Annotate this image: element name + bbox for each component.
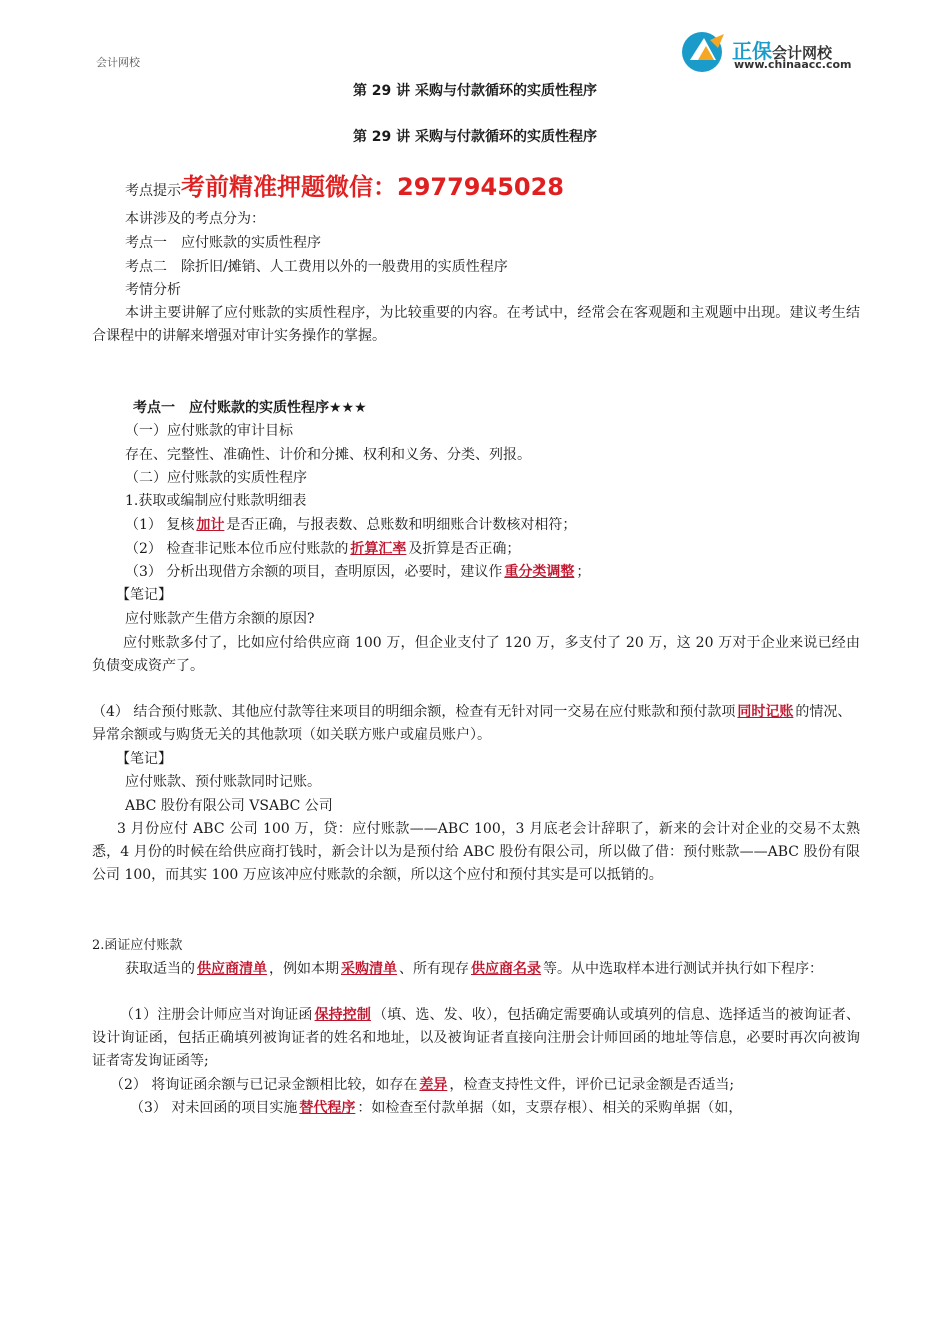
text: （3） 对未回函的项目实施 xyxy=(130,1100,298,1116)
text: 获取适当的 xyxy=(125,961,195,977)
text: ； xyxy=(576,564,591,580)
point-item-1: 考点一 应付账款的实质性程序 xyxy=(125,235,321,251)
text: （1） 复核 xyxy=(125,517,195,533)
text: 是否正确，与报表数、总账数和明细账合计数核对相符； xyxy=(226,517,577,533)
point-item-2: 考点二 除折旧/摊销、人工费用以外的一般费用的实质性程序 xyxy=(125,259,508,275)
note-label-1: 【笔记】 xyxy=(116,587,172,603)
note-2-line-2: ABC 股份有限公司 VSABC 公司 xyxy=(125,798,333,814)
goals-text: 存在、完整性、准确性、计价和分摊、权利和义务、分类、列报。 xyxy=(125,447,531,463)
keyword: 采购清单 xyxy=(341,961,397,977)
text: 的情况、异常余额或与购货无关的其他款项（如关联方账户或雇员账户）。 xyxy=(92,704,852,743)
sub-heading-2: （二）应付账款的实质性程序 xyxy=(125,470,307,486)
analysis-text: 本讲主要讲解了应付账款的实质性程序，为比较重要的内容。在考试中，经常会在客观题和主观题中出现。建议考生结合课程中的讲解来增强对审计实务操作的掌握。 xyxy=(92,305,860,344)
step-1-item-4 xyxy=(92,701,860,747)
step-1-item-2 xyxy=(125,538,520,561)
note-1-question: 应付账款产生借方余额的原因? xyxy=(125,611,315,627)
step-2-intro xyxy=(92,958,860,981)
text: ，检查支持性文件，评价已记录金额是否适当; xyxy=(449,1077,735,1093)
step-2-item-2 xyxy=(110,1074,734,1097)
text: （2） 将询证函余额与已记录金额相比较，如存在 xyxy=(110,1077,418,1093)
kaodian-label: 考点提示 xyxy=(125,183,181,199)
keyword: 保持控制 xyxy=(314,1007,372,1023)
header-small-text: 会计网校 xyxy=(96,56,140,69)
brand-zh: 正保 xyxy=(732,39,772,63)
step-2-item-3 xyxy=(130,1097,742,1120)
step-2-heading: 2.函证应付账款 xyxy=(92,938,183,953)
text: 及折算是否正确； xyxy=(408,541,521,557)
note-1-answer: 应付账款多付了，比如应付给供应商 100 万，但企业支付了 120 万，多支付了 20 万，这 20 万对于企业来说已经由负债变成资产了。 xyxy=(92,635,860,674)
sub-heading-1: （一）应付账款的审计目标 xyxy=(125,423,293,439)
text: 等。从中选取样本进行测试并执行如下程序： xyxy=(543,961,823,977)
step-1-heading: 1.获取或编制应付账款明细表 xyxy=(125,493,307,509)
kaodian-line xyxy=(125,173,564,203)
text: ：如检查至付款单据（如，支票存根）、相关的采购单据（如， xyxy=(357,1100,743,1116)
keyword: 替代程序 xyxy=(299,1100,356,1116)
text: （1）注册会计师应当对询证函 xyxy=(120,1007,313,1023)
text: （2） 检查非记账本位币应付账款的 xyxy=(125,541,349,557)
keyword: 折算汇率 xyxy=(350,541,407,557)
text: 、所有现存 xyxy=(399,961,469,977)
text: （4） 结合预付账款、其他应付款等往来项目的明细余额，检查有无针对同一交易在应付账款和预付款项 xyxy=(92,704,736,720)
ad-text: 考前精准押题微信：2977945028 xyxy=(181,173,564,201)
note-label-2: 【笔记】 xyxy=(116,751,172,767)
logo-icon xyxy=(680,30,730,74)
step-2-item-1 xyxy=(92,1004,860,1073)
keyword: 供应商清单 xyxy=(197,961,267,977)
analysis-label: 考情分析 xyxy=(125,282,181,298)
text: ，例如本期 xyxy=(269,961,339,977)
section-heading: 考点一 应付账款的实质性程序★★★ xyxy=(133,400,367,416)
brand-url: www.chinaacc.com xyxy=(734,58,852,71)
step-1-item-1 xyxy=(125,514,576,537)
text: （填、选、发、收），包括确定需要确认或填列的信息、选择适当的被询证者、设计询证函，包括正确填列被询证者的姓名和地址，以及被询证者直接向注册会计师回函的地址等信息，必要时再次向被询证者寄发询证函等; xyxy=(92,1007,860,1069)
keyword: 差异 xyxy=(419,1077,448,1093)
keyword: 加计 xyxy=(196,517,225,533)
keyword: 重分类调整 xyxy=(504,564,575,580)
step-1-item-3 xyxy=(125,561,590,584)
scope-text: 本讲涉及的考点分为： xyxy=(125,211,265,227)
page-title-1: 第 29 讲 采购与付款循环的实质性程序 xyxy=(352,83,598,99)
note-2-line-3: 3 月份应付 ABC 公司 100 万，贷：应付账款——ABC 100，3 月底老会计辞职了，新来的会计对企业的交易不太熟悉，4 月份的时候在给供应商打钱时，新会计以为是预付给 ABC 股份有限公司，所以做了借：预付账款——ABC 股份有限公司 100，而其实 100 万应该冲应付账款的余额，所以这个应付和预付其实是可以抵销的。 xyxy=(92,821,860,883)
note-2-line-1: 应付账款、预付账款同时记账。 xyxy=(125,774,321,790)
brand-sub: 会计网校 xyxy=(772,44,833,62)
brand-logo xyxy=(680,30,880,80)
keyword: 供应商名录 xyxy=(471,961,541,977)
text: （3） 分析出现借方余额的项目，查明原因，必要时，建议作 xyxy=(125,564,503,580)
keyword: 同时记账 xyxy=(737,704,794,720)
page-title-2: 第 29 讲 采购与付款循环的实质性程序 xyxy=(352,129,598,145)
